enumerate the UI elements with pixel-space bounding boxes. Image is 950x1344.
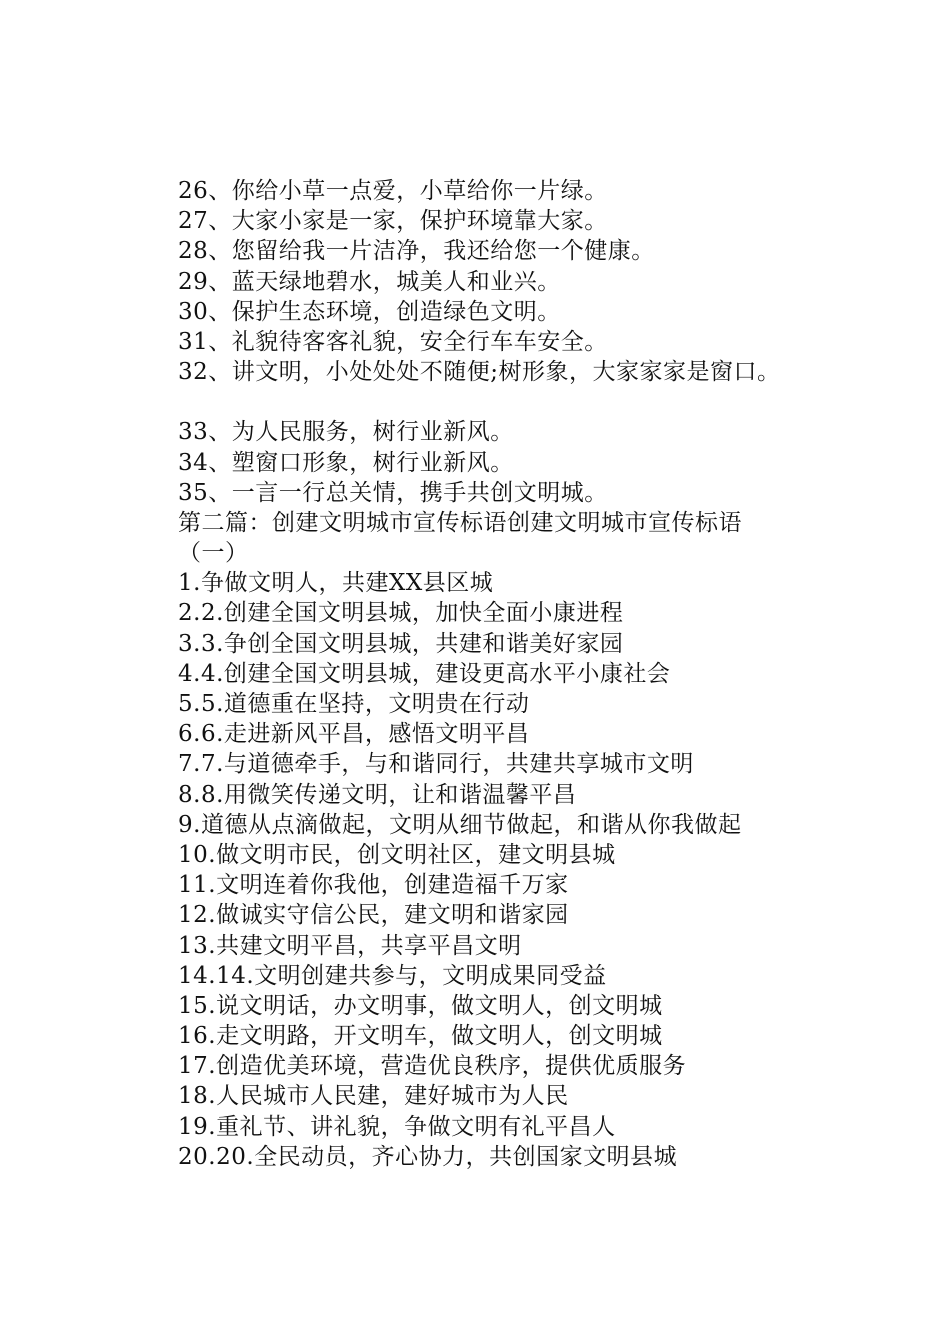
- list-item: 18.人民城市人民建，建好城市为人民: [178, 1083, 569, 1110]
- list-item: 12.做诚实守信公民，建文明和谐家园: [178, 902, 569, 929]
- list-item: 16.走文明路，开文明车，做文明人，创文明城: [178, 1023, 663, 1050]
- list-item: 13.共建文明平昌，共享平昌文明: [178, 932, 522, 959]
- list-item: 5.5.道德重在坚持，文明贵在行动: [178, 691, 530, 717]
- document-body: [178, 176, 878, 1172]
- list-item: 19.重礼节、讲礼貌，争做文明有礼平昌人: [178, 1113, 616, 1140]
- list-item: 2.2.创建全国文明县城，加快全面小康进程: [178, 600, 624, 627]
- list-item: 10.做文明市民，创文明社区，建文明县城: [178, 841, 616, 868]
- slogan-line: 32、讲文明，小处处处不随便;树形象，大家家家是窗口。: [178, 359, 781, 386]
- list-item: 7.7.与道德牵手，与和谐同行，共建共享城市文明: [178, 751, 694, 778]
- slogan-line: 29、蓝天绿地碧水，城美人和业兴。: [178, 268, 561, 295]
- paragraph-gap: [178, 387, 878, 417]
- list-item: 8.8.用微笑传递文明，让和谐温馨平昌: [178, 781, 577, 808]
- list-item: 1.争做文明人，共建XX县区城: [178, 570, 494, 597]
- slogan-line: 30、保护生态环境，创造绿色文明。: [178, 298, 561, 325]
- list-item: 6.6.走进新风平昌，感悟文明平昌: [178, 721, 530, 748]
- list-item: 4.4.创建全国文明县城，建设更高水平小康社会: [178, 660, 671, 687]
- list-item: 11.文明连着你我他，创建造福千万家: [178, 872, 569, 899]
- slogan-line: 31、礼貌待客客礼貌，安全行车车安全。: [178, 328, 608, 355]
- list-item: 9.道德从点滴做起，文明从细节做起，和谐从你我做起: [178, 811, 742, 838]
- list-item: 17.创造优美环境，营造优良秩序，提供优质服务: [178, 1053, 687, 1080]
- list-item: 14.14.文明创建共参与，文明成果同受益: [178, 962, 607, 989]
- list-item: 15.说文明话，办文明事，做文明人，创文明城: [178, 992, 663, 1019]
- slogan-line: 27、大家小家是一家，保护环境靠大家。: [178, 208, 608, 235]
- slogan-line: 35、一言一行总关情，携手共创文明城。: [178, 479, 608, 506]
- list-item: 3.3.争创全国文明县城，共建和谐美好家园: [178, 630, 624, 657]
- section-heading: 第二篇：创建文明城市宣传标语创建文明城市宣传标语: [178, 509, 742, 536]
- slogan-line: 28、您留给我一片洁净，我还给您一个健康。: [178, 238, 655, 265]
- slogan-line: 33、为人民服务，树行业新风。: [178, 419, 514, 446]
- slogan-line: 34、塑窗口形象，树行业新风。: [178, 449, 514, 476]
- slogan-line: 26、你给小草一点爱，小草给你一片绿。: [178, 178, 608, 204]
- list-item: 20.20.全民动员，齐心协力，共创国家文明县城: [178, 1143, 678, 1170]
- section-heading-sub: （一）: [178, 540, 249, 567]
